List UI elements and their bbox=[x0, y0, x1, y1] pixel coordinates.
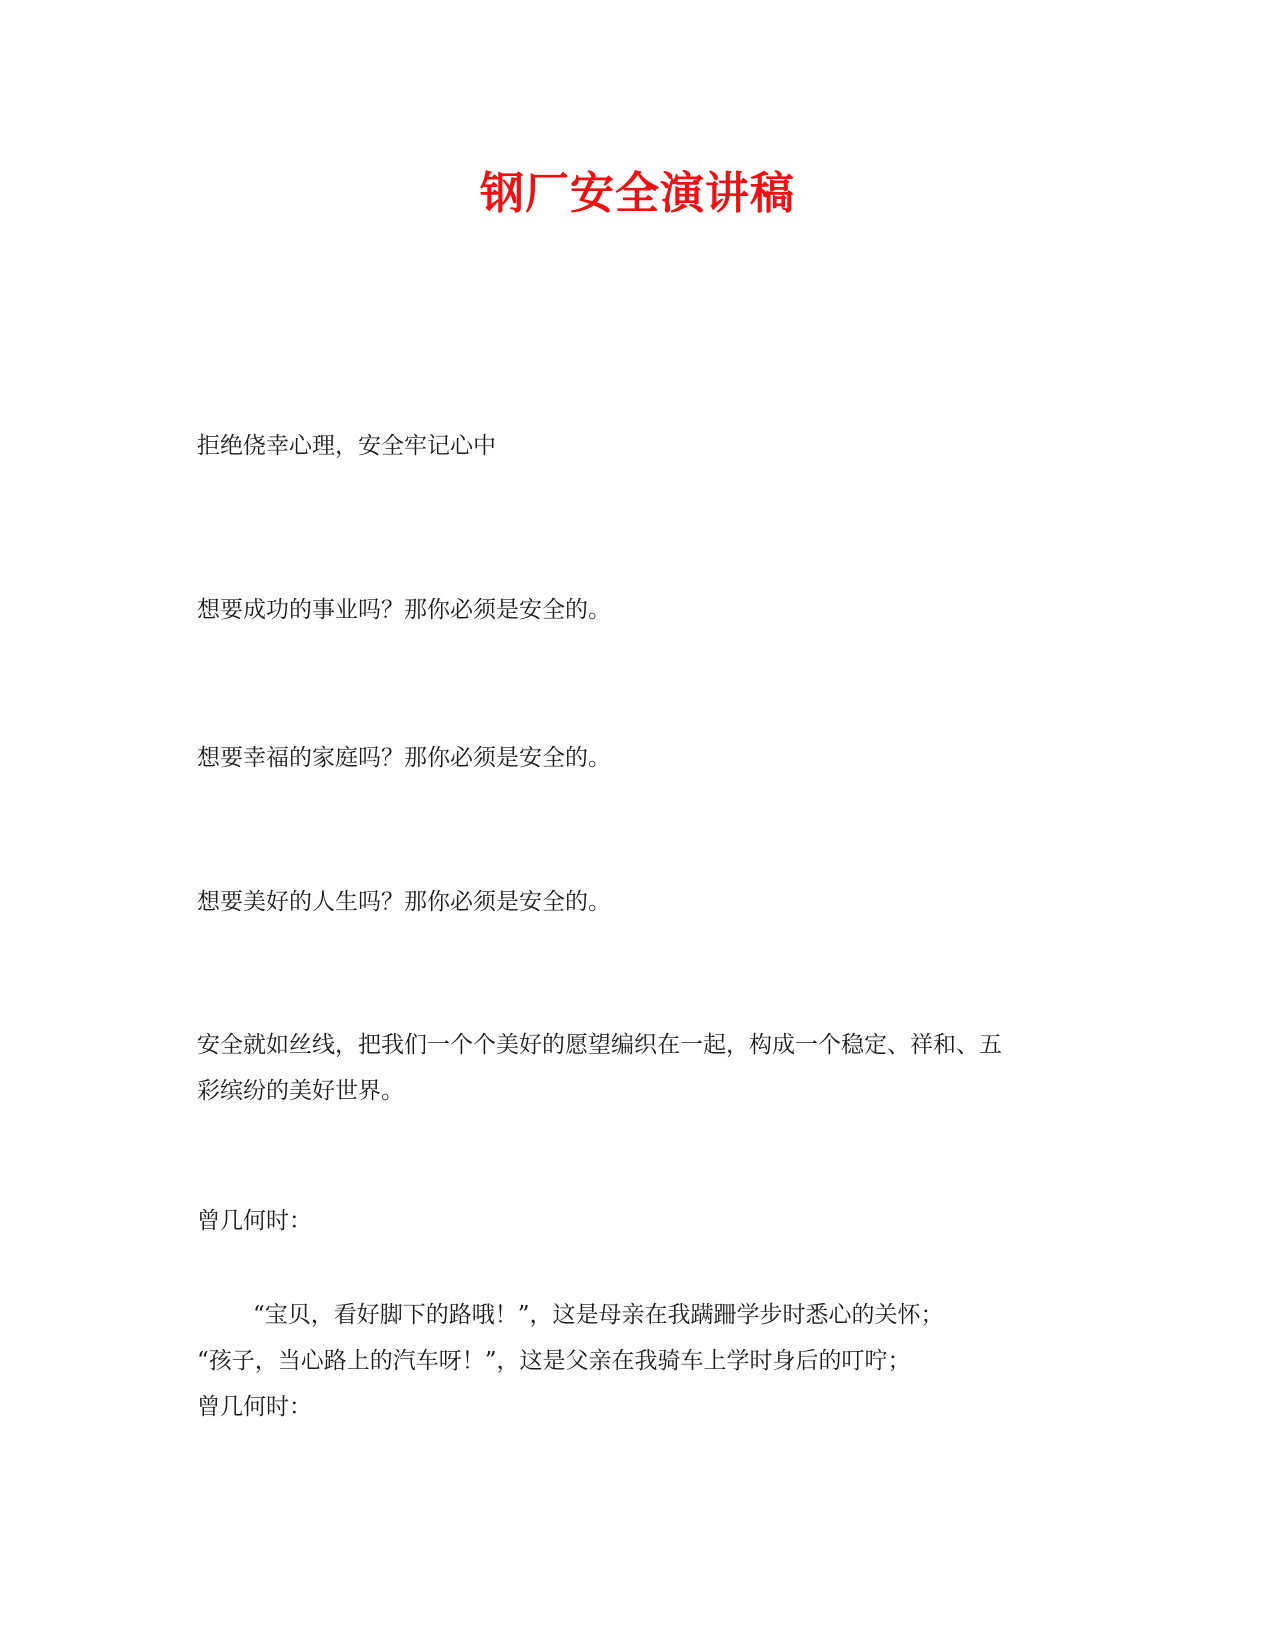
document-title: 钢厂安全演讲稿 bbox=[480, 168, 795, 219]
silk-line-text-2: 彩缤纷的美好世界。 bbox=[197, 1078, 404, 1104]
paragraph-once-upon-1: 曾几何时： bbox=[197, 1208, 312, 1234]
paragraph-life: 想要美好的人生吗？那你必须是安全的。 bbox=[197, 889, 611, 915]
paragraph-family: 想要幸福的家庭吗？那你必须是安全的。 bbox=[197, 745, 611, 771]
paragraph-once-upon-2: 曾几何时： bbox=[197, 1394, 312, 1420]
silk-line-text-1: 安全就如丝线，把我们一个个美好的愿望编织在一起，构成一个稳定、祥和、五 bbox=[197, 1032, 1002, 1058]
speech-subtitle: 拒绝侥幸心理，安全牢记心中 bbox=[197, 433, 496, 459]
paragraph-quotes bbox=[197, 1292, 1077, 1430]
quote-mother: “宝贝，看好脚下的路哦！”，这是母亲在我蹒跚学步时悉心的关怀； bbox=[253, 1302, 944, 1328]
paragraph-silk-line bbox=[197, 1022, 1077, 1114]
quote-father: “孩子，当心路上的汽车呀！”，这是父亲在我骑车上学时身后的叮咛； bbox=[197, 1348, 911, 1374]
paragraph-career: 想要成功的事业吗？那你必须是安全的。 bbox=[197, 597, 611, 623]
